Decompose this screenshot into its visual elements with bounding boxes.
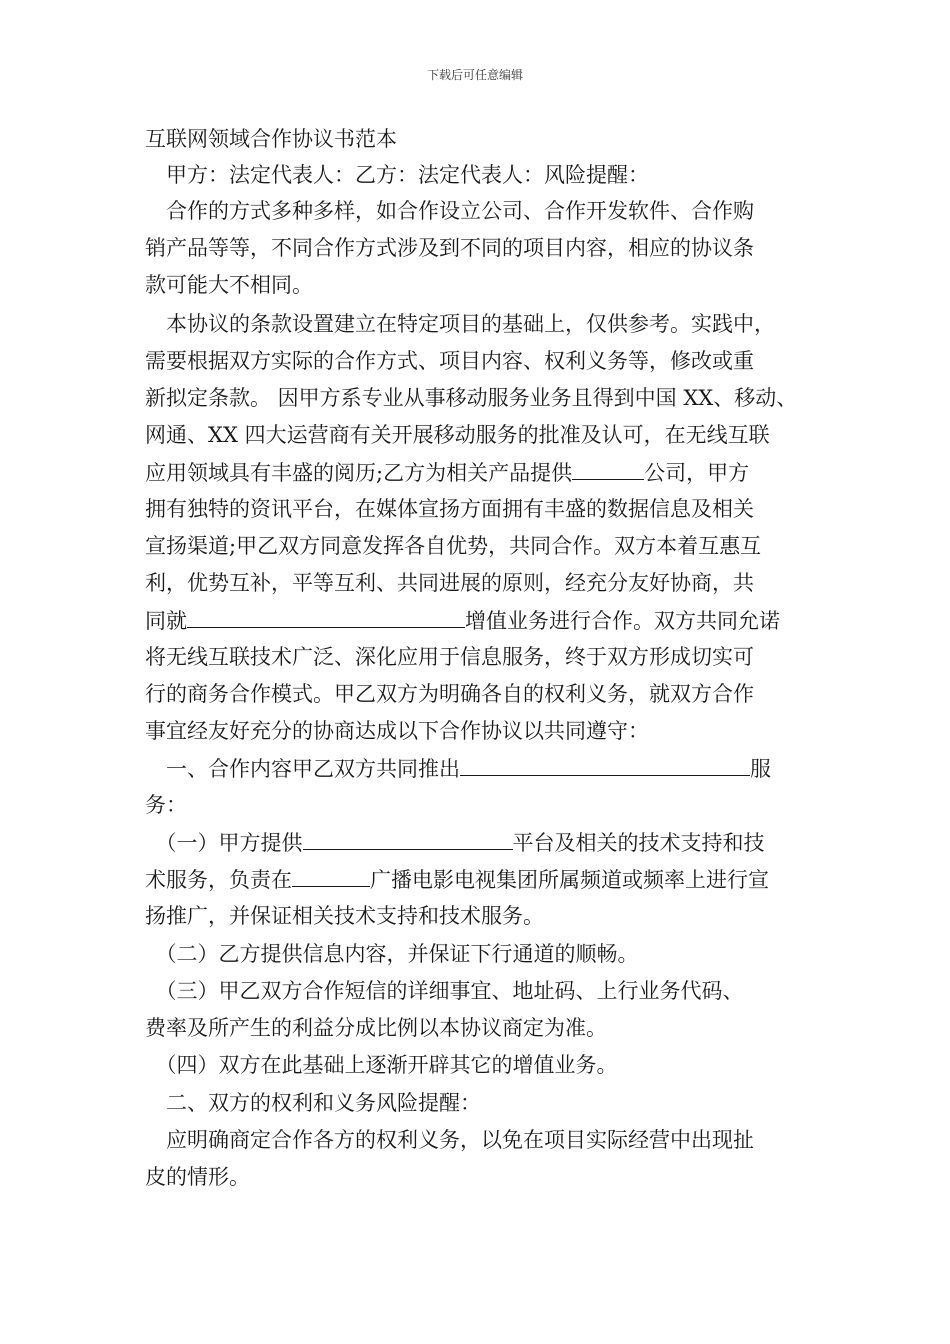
fill-in-blank[interactable]: [572, 457, 644, 480]
line-text: 皮的情形。: [145, 1165, 250, 1189]
line-text: 甲方：法定代表人：乙方：法定代表人：风险提醒：: [145, 163, 649, 187]
line-text: 应明确商定合作各方的权利义务，以免在项目实际经营中出现扯: [145, 1128, 754, 1152]
line-text: 将无线互联技术广泛、深化应用于信息服务，终于双方形成切实可: [145, 645, 754, 669]
body-line: [145, 790, 187, 820]
body-line: [145, 605, 780, 636]
body-line: [145, 233, 754, 263]
line-text-after-blank: 平台及相关的技术支持和技: [512, 831, 765, 855]
body-line: [145, 531, 761, 561]
body-line: [145, 864, 769, 895]
line-text: 销产品等等，不同合作方式涉及到不同的项目内容，相应的协议条: [145, 236, 754, 260]
body-line: [145, 976, 744, 1006]
line-text: （一）甲方提供: [145, 831, 303, 855]
line-text: 一、合作内容甲乙双方共同推出: [145, 757, 460, 781]
line-text: 术服务，负责在: [145, 868, 292, 892]
body-line: [145, 270, 313, 300]
fill-in-blank[interactable]: [460, 753, 750, 776]
line-text: 应用领域具有丰盛的阅历;乙方为相关产品提供: [145, 461, 573, 485]
body-line: [145, 383, 797, 413]
line-text: 拥有独特的资讯平台，在媒体宣扬方面拥有丰盛的数据信息及相关: [145, 497, 754, 521]
body-line: [145, 716, 649, 746]
body-line: [145, 309, 775, 339]
fill-in-blank[interactable]: [292, 864, 370, 887]
body-line: [145, 1050, 618, 1080]
body-line: [145, 753, 771, 784]
body-line: [145, 1088, 481, 1118]
body-line: [145, 568, 754, 598]
line-text-after-blank: 广播电影电视集团所属频道或频率上进行宣: [370, 868, 769, 892]
document-title: 互联网领域合作协议书范本: [145, 127, 397, 151]
line-text: 利，优势互补，平等互利、共同进展的原则，经充分友好协商，共: [145, 571, 754, 595]
body-line: [145, 642, 754, 672]
line-text: （三）甲乙双方合作短信的详细事宜、地址码、上行业务代码、: [145, 979, 744, 1003]
body-line: [145, 457, 749, 488]
line-text-after-blank: 服: [750, 757, 771, 781]
body-line: [145, 420, 770, 450]
body-line: [145, 1162, 250, 1192]
body-line: [145, 827, 765, 858]
line-text: 需要根据双方实际的合作方式、项目内容、权利义务等，修改或重: [145, 349, 754, 373]
line-text: 务：: [145, 793, 187, 817]
fill-in-blank[interactable]: [303, 827, 513, 850]
line-text: 费率及所产生的利益分成比例以本协议商定为准。: [145, 1016, 607, 1040]
body-line: [145, 494, 754, 524]
line-text: （二）乙方提供信息内容，并保证下行通道的顺畅。: [145, 942, 639, 966]
body-line: [145, 196, 754, 226]
line-text: 款可能大不相同。: [145, 273, 313, 297]
body-line: [145, 346, 754, 376]
line-text: 同就: [145, 609, 187, 633]
line-text-after-blank: 公司，甲方: [644, 461, 750, 485]
line-text: 合作的方式多种多样，如合作设立公司、合作开发软件、合作购: [145, 199, 754, 223]
line-text: 新拟定条款。 因甲方系专业从事移动服务业务且得到中国 XX、移动、: [145, 386, 798, 410]
line-text: 本协议的条款设置建立在特定项目的基础上，仅供参考。实践中，: [145, 312, 775, 336]
fill-in-blank[interactable]: [187, 605, 465, 628]
line-text: 宣扬渠道;甲乙双方同意发挥各自优势，共同合作。双方本着互惠互: [145, 534, 762, 558]
line-text: 行的商务合作模式。甲乙双方为明确各自的权利义务，就双方合作: [145, 682, 754, 706]
line-text: 扬推广，并保证相关技术支持和技术服务。: [145, 904, 544, 928]
line-text: （四）双方在此基础上逐渐开辟其它的增值业务。: [145, 1053, 618, 1077]
line-text: 网通、XX 四大运营商有关开展移动服务的批准及认可，在无线互联: [145, 423, 770, 447]
body-line: [145, 1125, 754, 1155]
body-line: [145, 939, 639, 969]
page-header: 下载后可任意编辑: [426, 68, 523, 82]
body-line: [145, 901, 544, 931]
body-line: [145, 160, 649, 190]
line-text: 二、双方的权利和义务风险提醒：: [145, 1091, 481, 1115]
line-text-after-blank: 增值业务进行合作。双方共同允诺: [465, 609, 780, 633]
body-line: [145, 1013, 607, 1043]
body-line: [145, 679, 754, 709]
line-text: 事宜经友好充分的协商达成以下合作协议以共同遵守：: [145, 719, 649, 743]
